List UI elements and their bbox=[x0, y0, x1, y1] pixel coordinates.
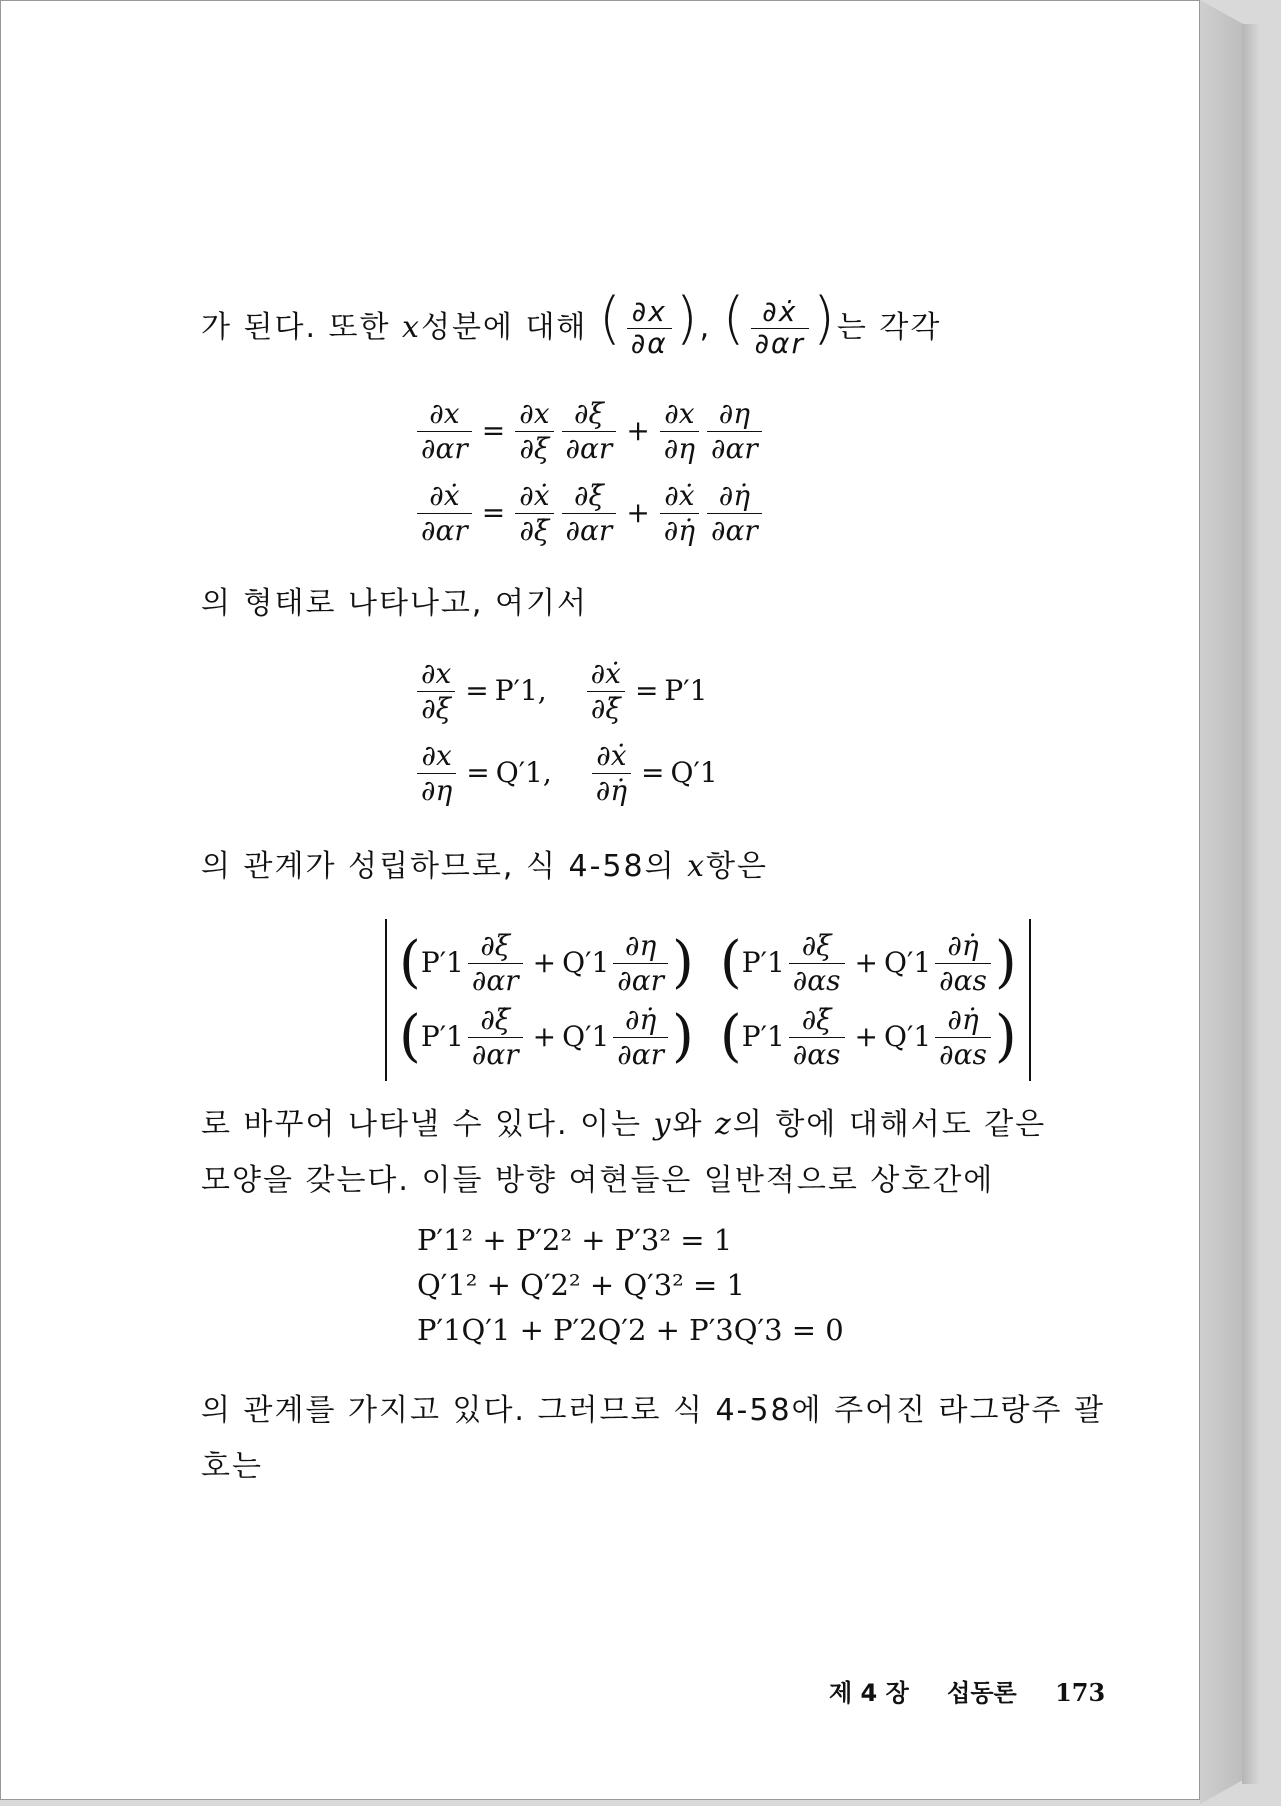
plus-sign: + bbox=[626, 496, 650, 530]
equation-line bbox=[413, 479, 766, 547]
numerator: ∂ξ bbox=[468, 929, 523, 964]
fraction bbox=[627, 297, 672, 360]
paragraph-1 bbox=[201, 286, 1111, 360]
text-segment: 의 형태로 나타나고, 여기서 bbox=[201, 586, 588, 621]
text-segment: 와 bbox=[672, 1107, 715, 1142]
text-segment: 성분에 대해 bbox=[420, 310, 588, 345]
plus-sign: + bbox=[532, 946, 557, 980]
book-spine bbox=[1200, 0, 1243, 1804]
page-footer bbox=[829, 1673, 1105, 1708]
equals-sign: = bbox=[465, 674, 489, 708]
numerator: ∂ξ̇ bbox=[468, 1003, 523, 1038]
equals-sign: = bbox=[466, 756, 490, 790]
fraction bbox=[587, 657, 625, 725]
numerator: ∂x bbox=[515, 397, 553, 432]
matrix-cell bbox=[399, 929, 694, 997]
fraction bbox=[935, 929, 991, 997]
denominator: ∂αs bbox=[792, 963, 841, 997]
numerator: ∂ẋ bbox=[587, 657, 625, 692]
plus-sign: + bbox=[854, 1020, 879, 1054]
symbol: Q′1 bbox=[562, 946, 610, 980]
equation-block-1 bbox=[413, 397, 766, 561]
text-segment: 의 관계가 성립하므로, 식 4-58의 bbox=[201, 849, 688, 884]
equation-block-2 bbox=[413, 657, 718, 821]
denominator: ∂ξ bbox=[421, 691, 452, 725]
denominator: ∂αr bbox=[617, 963, 665, 997]
numerator: ∂ẋ bbox=[515, 479, 553, 514]
symbol: P′1 bbox=[741, 1020, 785, 1054]
equals-sign: = bbox=[481, 414, 506, 448]
equation-line: P′1² + P′2² + P′3² = 1 bbox=[417, 1223, 733, 1257]
denominator: ∂αr bbox=[421, 513, 468, 547]
denominator: ∂αr bbox=[754, 327, 806, 360]
matrix-cell bbox=[399, 1003, 694, 1071]
numerator: ∂ξ bbox=[562, 397, 617, 432]
text-segment: 의 항에 대해서도 같은 bbox=[732, 1107, 1047, 1142]
paragraph-2 bbox=[201, 576, 1111, 632]
denominator: ∂ξ̇ bbox=[519, 513, 550, 547]
denominator: ∂α bbox=[630, 327, 668, 360]
denominator: ∂η̇ bbox=[595, 773, 628, 807]
fraction bbox=[515, 397, 553, 465]
fraction bbox=[660, 479, 699, 547]
paragraph-5 bbox=[201, 1383, 1111, 1495]
denominator: ∂η̇ bbox=[663, 513, 696, 547]
numerator: ∂ẋ bbox=[417, 479, 472, 514]
equals-sign: = bbox=[641, 756, 665, 790]
determinant-bars bbox=[385, 919, 1031, 1081]
text-line: 의 관계를 가지고 있다. 그러므로 식 4-58에 주어진 라그랑주 괄 bbox=[201, 1393, 1105, 1428]
symbol: P′1 bbox=[420, 1020, 464, 1054]
numerator: ∂η bbox=[613, 929, 668, 964]
chapter-label: 제 4 장 bbox=[829, 1679, 909, 1707]
text-line: 호는 bbox=[201, 1449, 263, 1484]
numerator: ∂η bbox=[707, 397, 762, 432]
symbol: P′1 bbox=[741, 946, 785, 980]
denominator: ∂ξ bbox=[519, 431, 550, 465]
equation-line bbox=[413, 739, 718, 807]
plus-sign: + bbox=[854, 946, 879, 980]
equals-sign: = bbox=[634, 674, 659, 708]
symbol: Q′1 bbox=[670, 756, 718, 790]
paren-right: ) bbox=[672, 930, 694, 996]
denominator: ∂αr bbox=[565, 513, 613, 547]
math-variable: x bbox=[402, 310, 421, 345]
paren-left: ( bbox=[722, 286, 747, 351]
fraction bbox=[468, 1003, 523, 1071]
plus-sign: + bbox=[532, 1020, 557, 1054]
fraction bbox=[613, 929, 668, 997]
numerator: ∂x bbox=[660, 397, 699, 432]
equation-line bbox=[413, 657, 718, 725]
equation-line: P′1Q′1 + P′2Q′2 + P′3Q′3 = 0 bbox=[417, 1312, 844, 1347]
equation-line bbox=[413, 397, 766, 465]
fraction bbox=[660, 397, 699, 465]
fraction bbox=[789, 929, 845, 997]
symbol: P′1 bbox=[664, 674, 708, 708]
symbol: P′1 bbox=[420, 946, 464, 980]
paren-left: ( bbox=[399, 930, 421, 996]
fraction bbox=[515, 479, 553, 547]
matrix-row bbox=[399, 1003, 1017, 1071]
fraction bbox=[417, 397, 472, 465]
fraction bbox=[935, 1003, 991, 1071]
numerator: ∂ξ bbox=[789, 929, 845, 964]
numerator: ∂x bbox=[417, 657, 455, 692]
symbol: P′1 bbox=[494, 674, 538, 708]
matrix-row bbox=[399, 929, 1017, 997]
fraction bbox=[707, 397, 762, 465]
denominator: ∂αr bbox=[421, 431, 468, 465]
numerator: ∂ξ̇ bbox=[789, 1003, 845, 1038]
fraction bbox=[707, 479, 762, 547]
numerator: ∂η̇ bbox=[935, 929, 991, 964]
fraction bbox=[562, 397, 617, 465]
numerator: ∂η̇ bbox=[613, 1003, 668, 1038]
denominator: ∂αr bbox=[711, 513, 758, 547]
comma: , bbox=[542, 756, 552, 790]
fraction bbox=[417, 739, 456, 807]
fraction bbox=[751, 297, 809, 360]
denominator: ∂αr bbox=[711, 431, 758, 465]
fraction bbox=[789, 1003, 845, 1071]
book-shadow bbox=[1242, 24, 1260, 1784]
separator: , bbox=[699, 310, 712, 345]
paren-right: ) bbox=[675, 286, 700, 351]
numerator: ∂ẋ bbox=[751, 297, 809, 329]
text-segment: 는 각각 bbox=[836, 310, 942, 345]
math-variable: z bbox=[715, 1107, 733, 1142]
fraction bbox=[417, 657, 455, 725]
symbol: Q′1 bbox=[884, 1020, 932, 1054]
paren-left: ( bbox=[399, 1004, 421, 1070]
paren-left: ( bbox=[598, 286, 623, 351]
numerator: ∂η̇ bbox=[707, 479, 762, 514]
numerator: ∂x bbox=[417, 397, 472, 432]
paren-right: ) bbox=[813, 286, 837, 351]
plus-sign: + bbox=[626, 414, 650, 448]
numerator: ∂ξ̇ bbox=[562, 479, 617, 514]
paren-right: ) bbox=[672, 1004, 694, 1070]
equation-line: Q′1² + Q′2² + Q′3² = 1 bbox=[417, 1267, 745, 1302]
numerator: ∂ẋ bbox=[660, 479, 699, 514]
denominator: ∂αs bbox=[939, 1037, 987, 1071]
paren-left: ( bbox=[719, 930, 742, 996]
matrix-cell bbox=[720, 1003, 1017, 1071]
text-line: 모양을 갖는다. 이들 방향 여현들은 일반적으로 상호간에 bbox=[201, 1163, 995, 1198]
denominator: ∂αr bbox=[471, 1037, 519, 1071]
comma: , bbox=[537, 674, 547, 708]
symbol: Q′1 bbox=[495, 756, 543, 790]
numerator: ∂ẋ bbox=[592, 739, 631, 774]
symbol: Q′1 bbox=[884, 946, 932, 980]
fraction bbox=[613, 1003, 668, 1071]
equals-sign: = bbox=[481, 496, 506, 530]
text-segment: 가 된다. 또한 bbox=[201, 310, 403, 345]
math-variable: y bbox=[653, 1107, 673, 1142]
text-line bbox=[201, 1097, 1111, 1153]
fraction bbox=[592, 739, 631, 807]
paren-left: ( bbox=[719, 1004, 742, 1070]
chapter-title: 섭동론 bbox=[947, 1679, 1017, 1707]
determinant bbox=[385, 919, 1031, 1081]
denominator: ∂η bbox=[663, 431, 696, 465]
fraction bbox=[562, 479, 617, 547]
denominator: ∂αs bbox=[792, 1037, 841, 1071]
fraction bbox=[417, 479, 472, 547]
equation-block-3 bbox=[417, 1223, 844, 1357]
numerator: ∂x bbox=[627, 297, 672, 329]
denominator: ∂η bbox=[421, 773, 453, 807]
math-variable: x bbox=[687, 849, 707, 884]
denominator: ∂ξ̇ bbox=[590, 691, 621, 725]
denominator: ∂αr bbox=[565, 431, 613, 465]
symbol: Q′1 bbox=[562, 1020, 610, 1054]
denominator: ∂αr bbox=[617, 1037, 665, 1071]
text-segment: 항은 bbox=[706, 849, 768, 884]
text-segment: 로 바꾸어 나타낼 수 있다. 이는 bbox=[201, 1107, 654, 1142]
paragraph-4 bbox=[201, 1097, 1111, 1209]
matrix-cell bbox=[720, 929, 1017, 997]
page-number: 173 bbox=[1055, 1678, 1106, 1707]
numerator: ∂η̇ bbox=[935, 1003, 991, 1038]
fraction bbox=[468, 929, 523, 997]
paren-right: ) bbox=[994, 930, 1017, 996]
numerator: ∂x bbox=[417, 739, 456, 774]
paragraph-3 bbox=[201, 839, 1111, 895]
denominator: ∂αs bbox=[939, 963, 987, 997]
denominator: ∂αr bbox=[471, 963, 519, 997]
paren-right: ) bbox=[994, 1004, 1017, 1070]
